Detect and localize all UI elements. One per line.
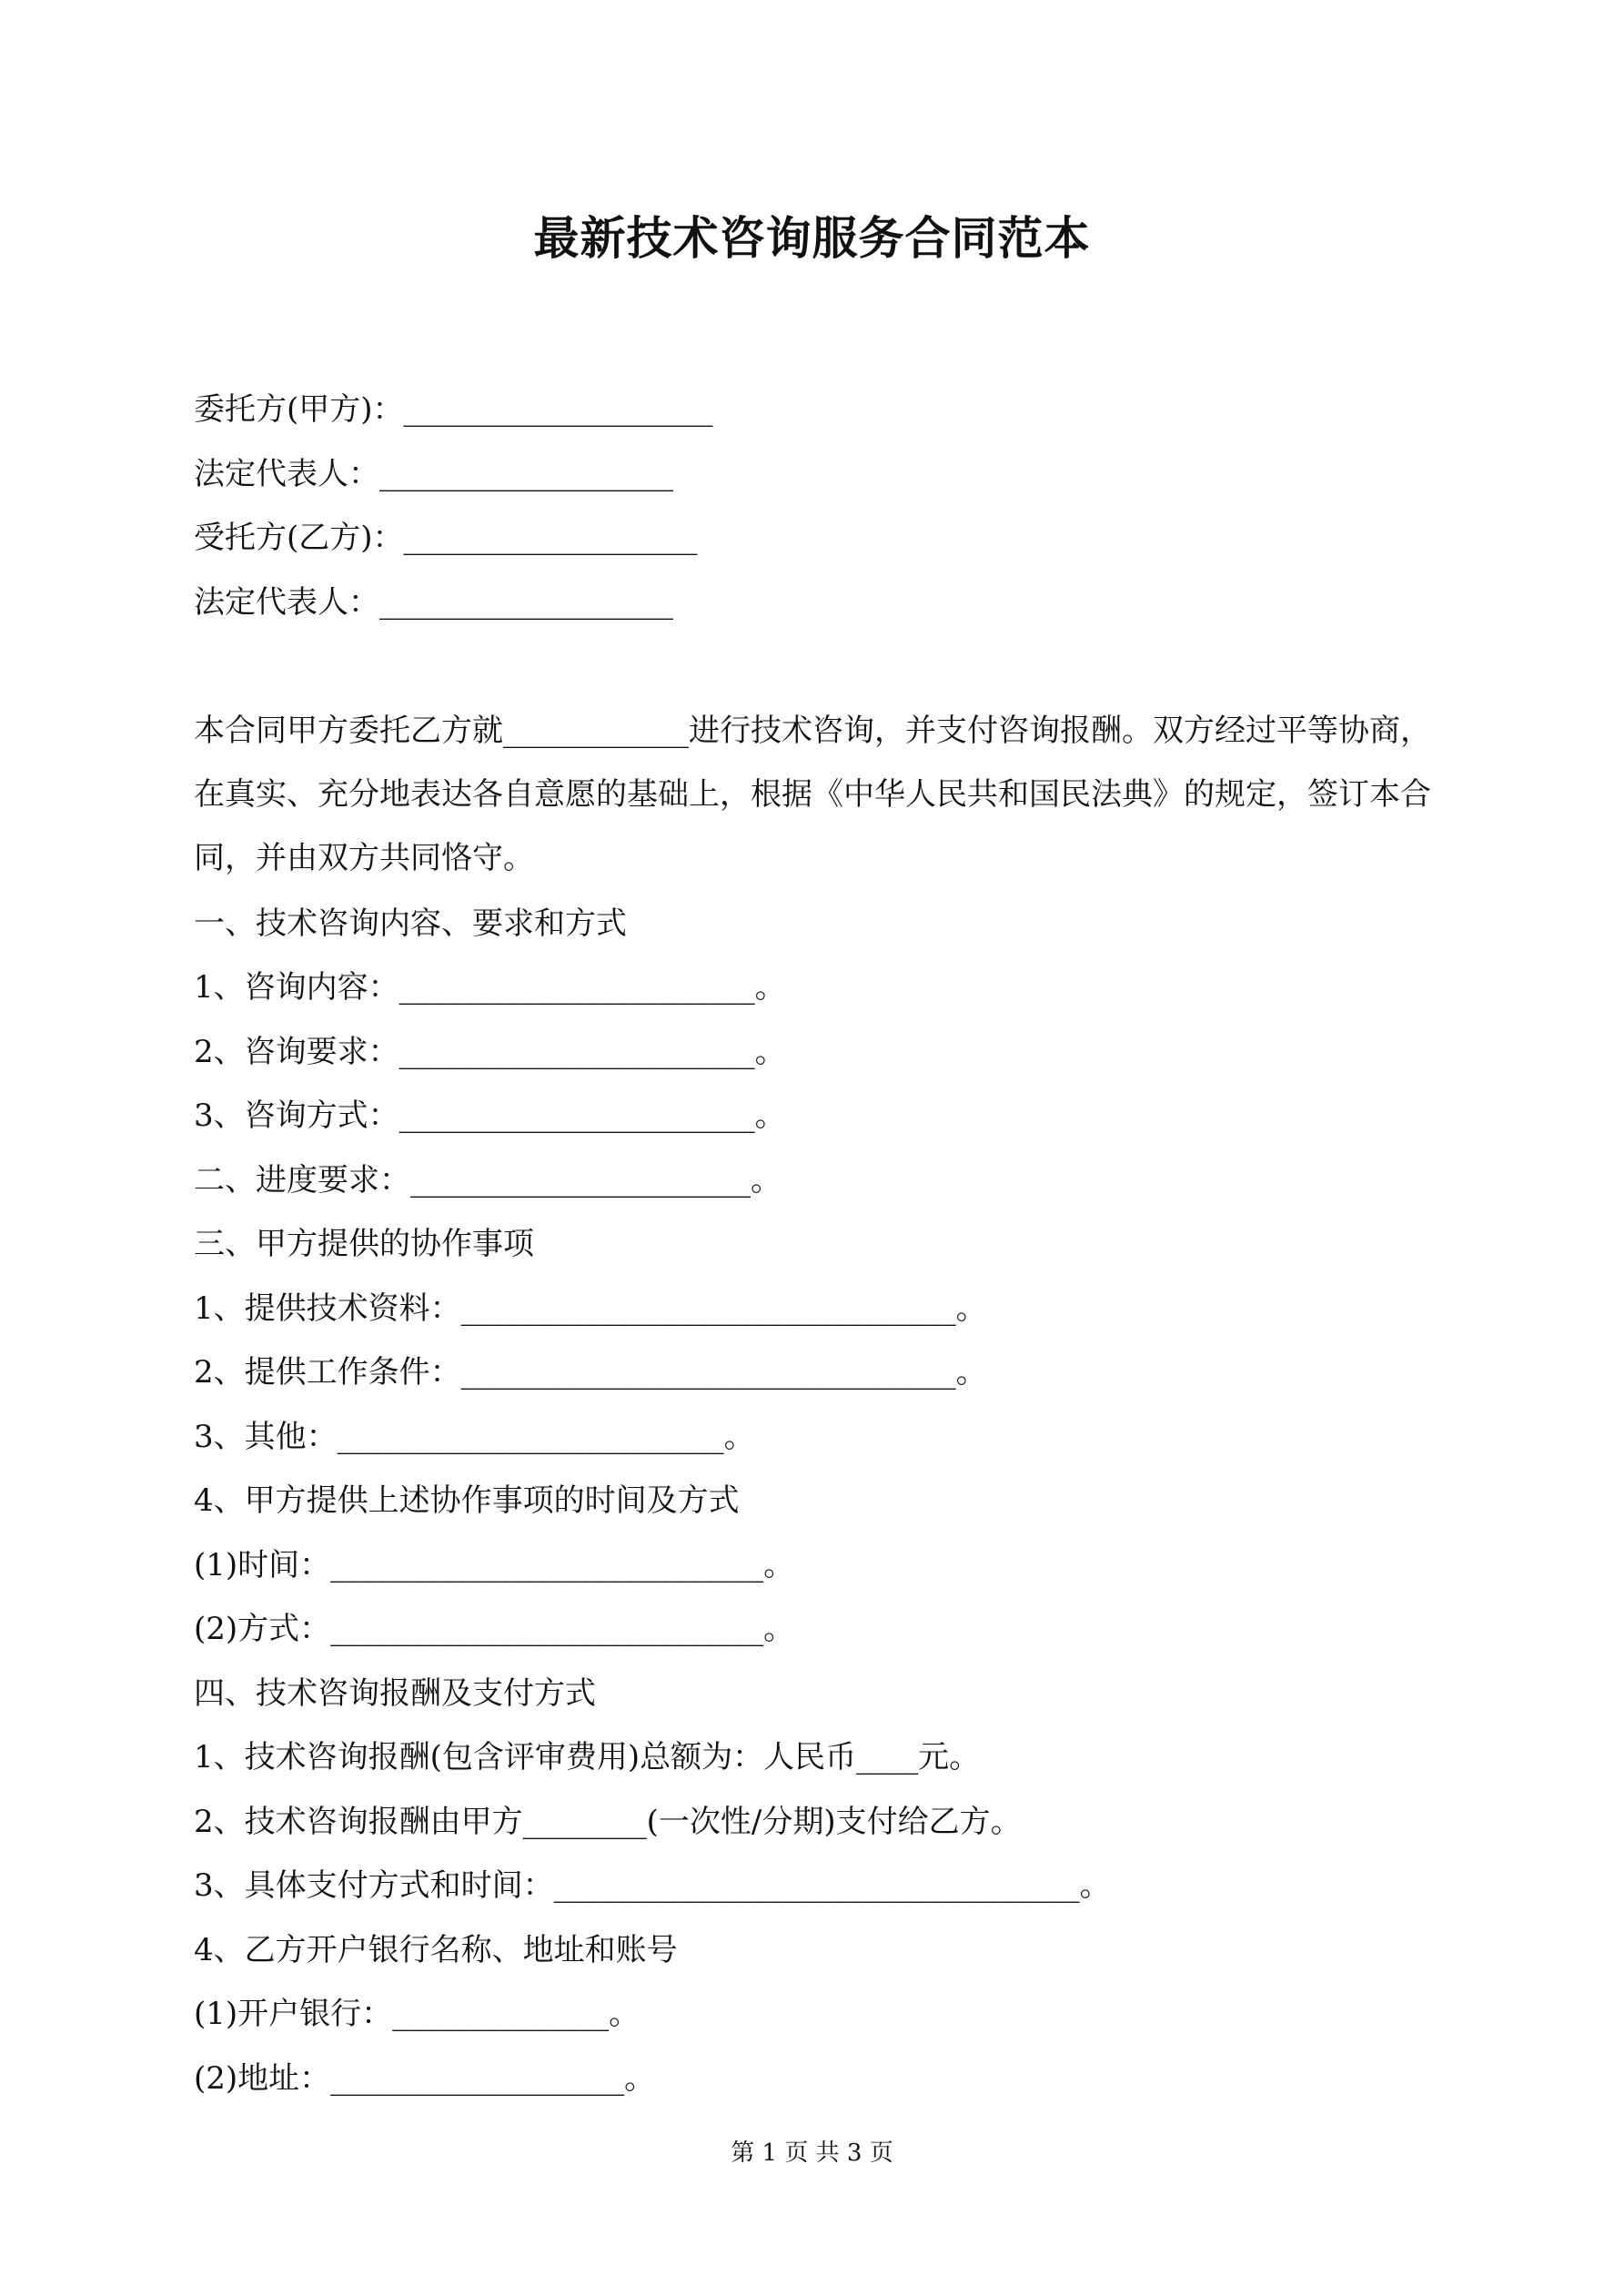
party-contractor-representative: 法定代表人：___________________ xyxy=(194,584,673,621)
clause-item: 2、咨询要求：_______________________。 xyxy=(194,1034,786,1070)
clause-item: 3、具体支付方式和时间：__________________________________。 xyxy=(194,1867,1111,1904)
clause-subitem: (1)时间：____________________________。 xyxy=(194,1547,795,1583)
clause-subitem: (2)地址：___________________。 xyxy=(194,2060,656,2097)
clause-subitem: (1)开户银行：______________。 xyxy=(194,1996,641,2032)
section-heading: 一、技术咨询内容、要求和方式 xyxy=(194,905,627,942)
clause-item: 1、技术咨询报酬(包含评审费用)总额为：人民币____元。 xyxy=(194,1739,981,1775)
page-number: 第 1 页 共 3 页 xyxy=(731,2139,893,2167)
clause-item: 3、其他：_________________________。 xyxy=(194,1419,755,1455)
party-client-representative: 法定代表人：___________________ xyxy=(194,456,673,492)
party-client: 委托方(甲方)：____________________ xyxy=(194,391,713,428)
clause-item: 2、技术咨询报酬由甲方________(一次性/分期)支付给乙方。 xyxy=(194,1804,1022,1840)
clause-item: 1、咨询内容：_______________________。 xyxy=(194,969,786,1006)
clause-subitem: (2)方式：____________________________。 xyxy=(194,1611,795,1647)
party-contractor: 受托方(乙方)：___________________ xyxy=(194,520,698,556)
clause-item: 4、乙方开户银行名称、地址和账号 xyxy=(194,1932,678,1968)
section-heading: 二、进度要求：______________________。 xyxy=(194,1162,782,1199)
section-heading: 四、技术咨询报酬及支付方式 xyxy=(194,1675,596,1712)
clause-item: 4、甲方提供上述协作事项的时间及方式 xyxy=(194,1482,740,1519)
document-title: 最新技术咨询服务合同范本 xyxy=(533,211,1091,265)
clause-item: 1、提供技术资料：________________________________。 xyxy=(194,1290,987,1327)
clause-item: 3、咨询方式：_______________________。 xyxy=(194,1097,786,1134)
intro-paragraph: 本合同甲方委托乙方就____________进行技术咨询，并支付咨询报酬。双方经过平等协商，在真实、充分地表达各自意愿的基础上，根据《中华人民共和国民法典》的规定，签订本合同，并由双方共同恪守。 xyxy=(194,713,1431,876)
clause-item: 2、提供工作条件：________________________________。 xyxy=(194,1354,987,1391)
section-heading: 三、甲方提供的协作事项 xyxy=(194,1226,534,1262)
